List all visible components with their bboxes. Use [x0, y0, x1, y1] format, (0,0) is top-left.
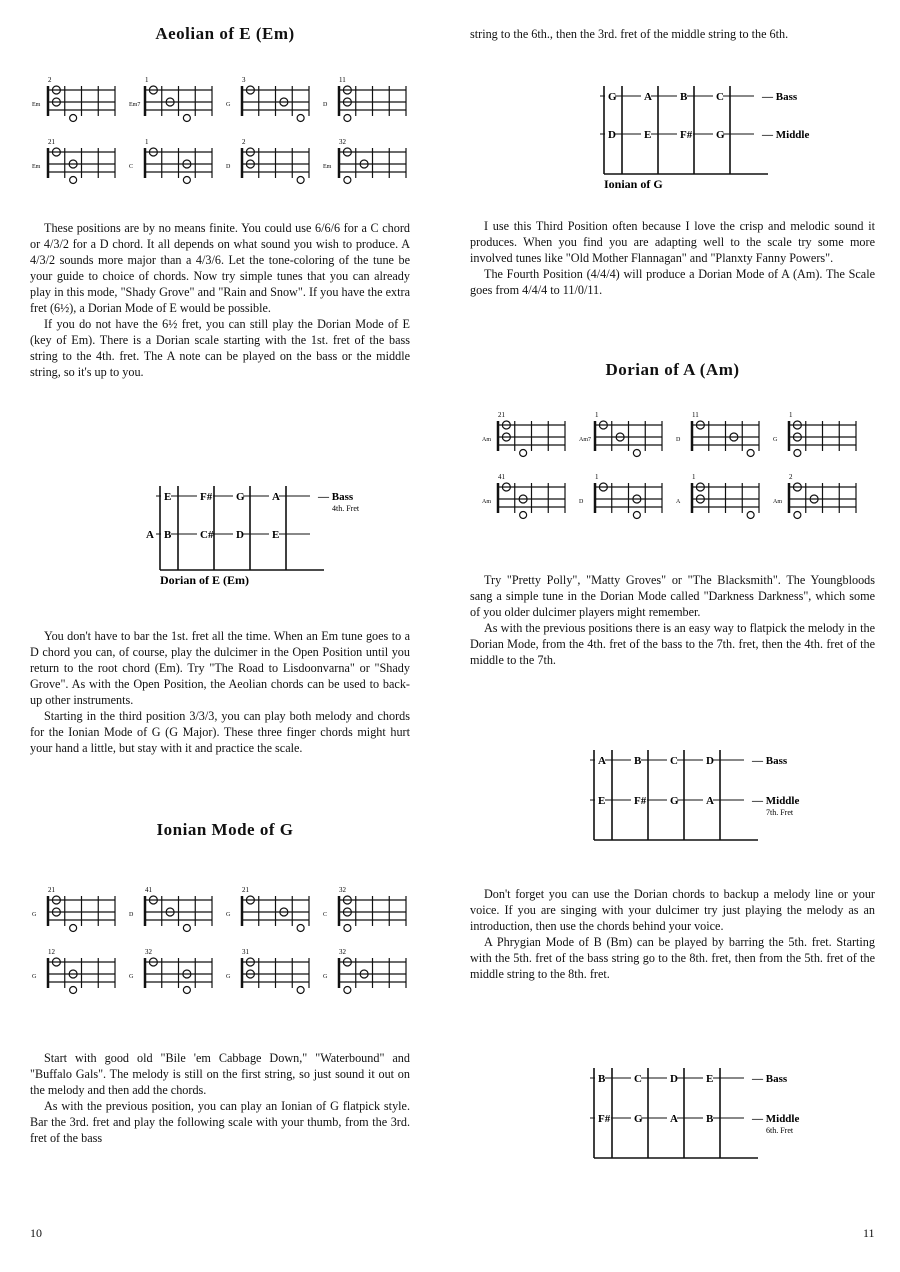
chord-diagram [32, 886, 115, 932]
finger-dot [633, 450, 640, 457]
chord-diagram [323, 948, 406, 994]
right-para-1: I use this Third Position often because I love the crisp and melodic sound it produces. When you find you are adapting well to the scale try some more involved tunes like "Old Mother Flannagan" and "Planxty Fanny Powers". [470, 219, 875, 265]
chord-position: 2 [242, 138, 246, 146]
right-top-text [470, 26, 875, 42]
left-para-4: Starting in the third position 3/3/3, you can play both melody and chords for the Ionian Mode of G (G Major). These three finger chords might hurt your hand a little, but stay with it and practice the scale. [30, 709, 410, 755]
left-note: A [146, 529, 154, 541]
scale-note: F# [634, 795, 647, 807]
ionian-para-1: Start with good old "Bile 'em Cabbage Down," "Waterbound" and "Buffalo Gals". The melody is still on the first string, so just sound it out on the melody and then add the chords. [30, 1051, 410, 1097]
finger-dot [297, 925, 304, 932]
phrygian-diagram [570, 1066, 830, 1166]
finger-dot [183, 177, 190, 184]
chord-name: G [226, 912, 231, 918]
chord-position: 21 [242, 886, 249, 894]
bass-label: — Bass [752, 755, 788, 767]
scale-note: E [706, 1073, 714, 1085]
chord-position: 1 [692, 473, 696, 481]
chord-name: D [323, 102, 328, 108]
scale-note: A [272, 491, 280, 503]
chord-name: C [129, 164, 134, 170]
scale-diagram [590, 1068, 799, 1158]
aeolian-text [30, 220, 410, 380]
scale-note: G [716, 129, 725, 141]
finger-dot [344, 925, 351, 932]
chord-name: G [32, 974, 37, 980]
chord-name: G [323, 974, 328, 980]
scale-note: E [164, 491, 172, 503]
bass-label: — Bass [752, 1073, 788, 1085]
chord-diagram [482, 411, 565, 457]
chord-diagram [32, 138, 115, 184]
chord-position: 2 [48, 76, 52, 84]
aeolian-para-1: These positions are by no means finite. You could use 6/6/6 for a C chord or 4/3/2 for a D chord. It all depends on what sound you wish to produce. A 4/3/2 sounds more major than a 4/3/6. Let the tone-coloring of the tune be your guide to choice of chords. Now try simple tunes that you can already play in this mode, "Shady Grove" and "Rain and Snow". If you have the extra fret (6½), a Dorian Mode of E would be possible. [30, 221, 410, 315]
aeolian-heading: Aeolian of E (Em) [155, 24, 295, 43]
chord-position: 11 [692, 411, 699, 419]
scale-note: C [634, 1073, 642, 1085]
chord-diagram [579, 473, 662, 519]
scale-note: B [164, 529, 172, 541]
scale-note: E [598, 795, 606, 807]
chord-name: Am7 [579, 437, 591, 443]
dorian-a-chord-grid [480, 405, 875, 535]
chord-position: 21 [498, 411, 505, 419]
page-number-right: 11 [863, 1226, 875, 1240]
chord-position: 32 [145, 948, 152, 956]
chord-name: D [129, 912, 134, 918]
diagram-caption: Ionian of G [604, 177, 663, 191]
chord-diagram [129, 138, 212, 184]
chord-name: G [226, 974, 231, 980]
chord-name: G [773, 437, 778, 443]
scale-note: G [608, 91, 617, 103]
scale-note: F# [200, 491, 213, 503]
dorian-a-para-2: As with the previous positions there is an easy way to flatpick the melody in the Dorian Mode, from the 4th. fret of the bass to the 7th. fret, then the 4th. fret of the middle to the 7th. [470, 621, 875, 667]
ionian-chord-grid [30, 880, 420, 1010]
diagram-caption: Dorian of E (Em) [160, 573, 249, 587]
chord-position: 31 [242, 948, 249, 956]
chord-name: Em [32, 164, 41, 170]
scale-note: C [716, 91, 724, 103]
chord-name: Em7 [129, 102, 141, 108]
chord-diagram [32, 76, 115, 122]
chord-diagram [32, 948, 115, 994]
chord-name: D [579, 499, 584, 505]
chord-name: D [676, 437, 681, 443]
chord-diagram [323, 76, 406, 122]
right-para-3: Don't forget you can use the Dorian chords to backup a melody line or your voice. If you are singing with your dulcimer try just playing the melody as an introduction, then use the chords behind your voice. [470, 887, 875, 933]
finger-dot [183, 115, 190, 122]
chord-diagram [323, 138, 406, 184]
finger-dot [344, 115, 351, 122]
chord-diagram [773, 473, 856, 519]
scale-note: B [634, 755, 642, 767]
dorian-e-diagram [110, 482, 360, 592]
chord-position: 41 [498, 473, 505, 481]
scale-note: D [608, 129, 616, 141]
chord-name: G [226, 102, 231, 108]
chord-name: Em [323, 164, 332, 170]
finger-dot [297, 987, 304, 994]
chord-diagram [129, 948, 212, 994]
chord-name: D [226, 164, 231, 170]
ionian-text [30, 1050, 410, 1146]
chord-position: 1 [145, 76, 149, 84]
scale-note: D [670, 1073, 678, 1085]
bass-label: — Bass [318, 491, 354, 503]
dorian-a-para-1: Try "Pretty Polly", "Matty Groves" or "The Blacksmith". The Youngbloods sang a simple tune in the Dorian Mode called "Darkness Darkness", which some of you older dulcimer players might remember. [470, 573, 875, 619]
chord-diagram [129, 886, 212, 932]
chord-diagram [226, 948, 309, 994]
scale-note: G [236, 491, 245, 503]
finger-dot [344, 177, 351, 184]
scale-note: B [598, 1073, 606, 1085]
scale-diagram [590, 750, 799, 840]
chord-position: 12 [48, 948, 55, 956]
right-para-4: A Phrygian Mode of B (Bm) can be played by barring the 5th. fret. Starting with the 5th. fret of the bass string go to the 8th. fret, then from the 5th. fret of the middle string to the 8th. fret. [470, 935, 875, 981]
middle-sub-label: 7th. Fret [766, 808, 794, 817]
chord-position: 32 [339, 138, 346, 146]
scale-note: C [670, 755, 678, 767]
chord-position: 3 [242, 76, 246, 84]
finger-dot [297, 115, 304, 122]
chord-diagram [773, 411, 856, 457]
aeolian-chord-grid [30, 70, 420, 200]
chord-position: 41 [145, 886, 152, 894]
scale-note: A [644, 91, 652, 103]
scale-note: F# [598, 1113, 611, 1125]
finger-dot [344, 987, 351, 994]
finger-dot [747, 512, 754, 519]
ionian-para-2: As with the previous position, you can play an Ionian of G flatpick style. Bar the 3rd. fret and play the following scale with your thumb, from the 3rd. fret of the bass [30, 1099, 410, 1145]
middle-label: — Middle [752, 795, 800, 807]
chord-position: 11 [339, 76, 346, 84]
chord-position: 21 [48, 886, 55, 894]
scale-note: G [634, 1113, 643, 1125]
left-middle-text [30, 628, 410, 756]
middle-label: — Middle [762, 129, 810, 141]
scale-note: E [644, 129, 652, 141]
scale-note: C# [200, 529, 214, 541]
finger-dot [70, 925, 77, 932]
scale-diagram [146, 486, 360, 587]
chord-diagram [676, 473, 759, 519]
chord-name: Am [482, 499, 491, 505]
finger-dot [794, 450, 801, 457]
chord-position: 32 [339, 886, 346, 894]
chord-name: C [323, 912, 328, 918]
bass-sub-label: 4th. Fret [332, 504, 360, 513]
chord-diagram [226, 886, 309, 932]
scale-note: F# [680, 129, 693, 141]
chord-diagram [482, 473, 565, 519]
ionian-g-diagram [580, 80, 840, 195]
finger-dot [633, 512, 640, 519]
chord-name: G [32, 912, 37, 918]
finger-dot [70, 115, 77, 122]
chord-position: 1 [595, 473, 599, 481]
finger-dot [183, 987, 190, 994]
right-top-para: string to the 6th., then the 3rd. fret of the middle string to the 6th. [470, 27, 789, 41]
right-text-1 [470, 218, 875, 298]
scale-note: A [706, 795, 714, 807]
chord-position: 2 [789, 473, 793, 481]
chord-diagram [129, 76, 212, 122]
dorian-a-diagram [570, 748, 830, 848]
middle-label: — Middle [752, 1113, 800, 1125]
left-para-3: You don't have to bar the 1st. fret all the time. When an Em tune goes to a D chord you can, of course, play the dulcimer in the Open Position until you return to the root chord (Em). Try "The Road to Lisdoonvarna" or "Shady Grove". As with the Open Position, the Aeolian chords can be used to back-up other instruments. [30, 629, 410, 707]
dorian-a-text [470, 572, 875, 668]
finger-dot [520, 512, 527, 519]
page-number-left: 10 [30, 1226, 42, 1240]
chord-name: G [129, 974, 134, 980]
chord-position: 1 [595, 411, 599, 419]
finger-dot [747, 450, 754, 457]
scale-diagram [600, 86, 809, 191]
ionian-heading: Ionian Mode of G [156, 820, 294, 839]
finger-dot [794, 512, 801, 519]
scale-note: A [670, 1113, 678, 1125]
scale-note: B [680, 91, 688, 103]
middle-sub-label: 6th. Fret [766, 1126, 794, 1135]
chord-name: A [676, 499, 681, 505]
finger-dot [70, 987, 77, 994]
chord-diagram [323, 886, 406, 932]
scale-note: D [706, 755, 714, 767]
chord-diagram [676, 411, 759, 457]
right-para-2: The Fourth Position (4/4/4) will produce a Dorian Mode of A (Am). The Scale goes from 4/4/4 to 11/0/11. [470, 267, 875, 297]
chord-position: 21 [48, 138, 55, 146]
scale-note: A [598, 755, 606, 767]
finger-dot [70, 177, 77, 184]
finger-dot [297, 177, 304, 184]
scale-note: B [706, 1113, 714, 1125]
chord-position: 32 [339, 948, 346, 956]
right-text-2 [470, 886, 875, 982]
chord-diagram [226, 138, 309, 184]
chord-diagram [579, 411, 662, 457]
aeolian-para-2: If you do not have the 6½ fret, you can still play the Dorian Mode of E (key of Em). There is a Dorian scale starting with the 1st. fret of the bass string to the 4th. fret. The A note can be played on the bass or the middle string, so it's up to you. [30, 317, 410, 379]
chord-name: Am [773, 499, 782, 505]
chord-position: 1 [789, 411, 793, 419]
scale-note: G [670, 795, 679, 807]
chord-position: 1 [145, 138, 149, 146]
scale-note: E [272, 529, 280, 541]
dorian-a-heading: Dorian of A (Am) [605, 360, 740, 379]
chord-diagram [226, 76, 309, 122]
scale-note: D [236, 529, 244, 541]
chord-name: Em [32, 102, 41, 108]
finger-dot [520, 450, 527, 457]
bass-label: — Bass [762, 91, 798, 103]
chord-name: Am [482, 437, 491, 443]
finger-dot [183, 925, 190, 932]
